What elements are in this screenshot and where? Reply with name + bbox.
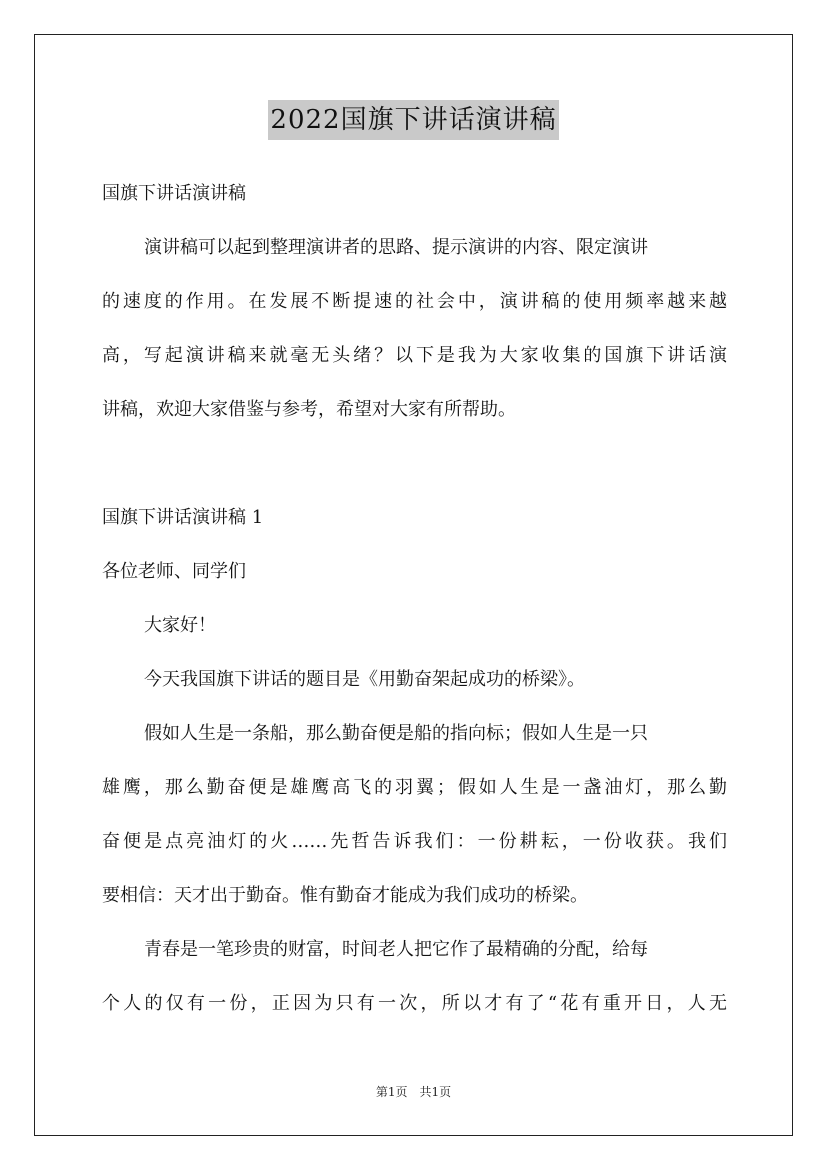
title-container — [0, 100, 827, 140]
topic-line: 今天我国旗下讲话的题目是《用勤奋架起成功的桥梁》。 — [144, 669, 585, 690]
subtitle: 国旗下讲话演讲稿 — [102, 183, 246, 204]
paragraph-line: 个人的仅有一份，正因为只有一次，所以才有了“花有重开日，人无 — [102, 993, 727, 1014]
intro-line: 讲稿，欢迎大家借鉴与参考，希望对大家有所帮助。 — [102, 399, 516, 420]
paragraph-line: 假如人生是一条船，那么勤奋便是船的指向标；假如人生是一只 — [144, 723, 648, 744]
document-title: 2022国旗下讲话演讲稿 — [268, 100, 558, 140]
paragraph-line: 要相信：天才出于勤奋。惟有勤奋才能成为我们成功的桥梁。 — [102, 885, 588, 906]
paragraph-line: 青春是一笔珍贵的财富，时间老人把它作了最精确的分配，给每 — [144, 939, 648, 960]
paragraph-line: 奋便是点亮油灯的火……先哲告诉我们：一份耕耘，一份收获。我们 — [102, 831, 727, 852]
section-title: 国旗下讲话演讲稿 1 — [102, 507, 264, 528]
intro-line: 高，写起演讲稿来就毫无头绪？以下是我为大家收集的国旗下讲话演 — [102, 345, 727, 366]
greeting: 各位老师、同学们 — [102, 561, 246, 582]
intro-line: 演讲稿可以起到整理演讲者的思路、提示演讲的内容、限定演讲 — [144, 237, 648, 258]
page-footer: 第1页 共1页 — [375, 1085, 452, 1099]
paragraph-line: 雄鹰，那么勤奋便是雄鹰高飞的羽翼；假如人生是一盏油灯，那么勤 — [102, 777, 727, 798]
intro-line: 的速度的作用。在发展不断提速的社会中，演讲稿的使用频率越来越 — [102, 291, 727, 312]
hello-line: 大家好！ — [144, 615, 216, 636]
